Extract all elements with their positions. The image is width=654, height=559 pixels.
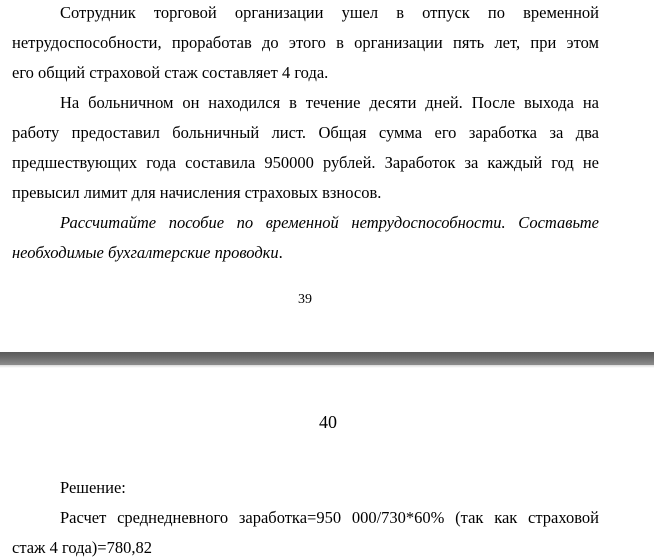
text-line: его общий страховой стаж составляет 4 года. xyxy=(12,63,329,82)
task-line-end xyxy=(12,243,283,263)
text-line: превысил лимит для начисления страховых взносов. xyxy=(12,183,382,202)
page-separator xyxy=(0,352,654,365)
text-line: Сотрудник торговой организации ушел в отпуск по временной xyxy=(60,3,599,22)
page-number: 40 xyxy=(319,412,337,432)
task-period: . xyxy=(278,243,283,262)
text-line: предшествующих года составила 950000 рублей. Заработок за каждый год не xyxy=(12,153,599,172)
text-line: нетрудоспособности, проработав до этого в организации пять лет, при этом xyxy=(12,33,599,52)
page-40 xyxy=(0,368,654,559)
text-line: работу предоставил больничный лист. Общая сумма его заработка за два xyxy=(12,123,599,142)
page-number: 39 xyxy=(298,292,312,307)
task-line: Рассчитайте пособие по временной нетрудоспособности. Составьте xyxy=(60,213,599,232)
text-line: На больничном он находился в течение десяти дней. После выхода на xyxy=(60,93,599,112)
solution-heading: Решение: xyxy=(60,478,126,497)
task-text: необходимые бухгалтерские проводки xyxy=(12,243,279,262)
text-line: Расчет среднедневного заработка=950 000/730*60% (так как страховой xyxy=(60,508,599,527)
text-line: стаж 4 года)=780,82 xyxy=(12,538,152,557)
